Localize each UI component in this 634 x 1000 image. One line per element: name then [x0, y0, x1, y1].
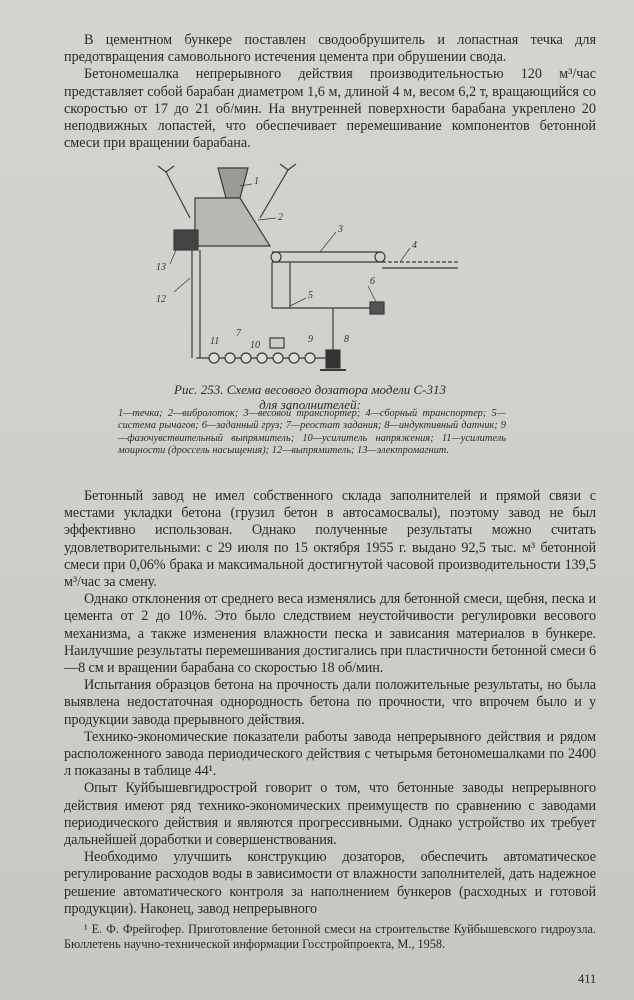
- inductive-sensor-part: [326, 350, 340, 368]
- body-paragraph-1: Бетонный завод не имел собственного склада заполнителей и прямой связи с местами укладки бетона (грузил бетон в автосамосвалы), поэтому завод не был эффективно использован. Однако полученные результаты можно считать удовлетворительными: с 29 июля по 15 октября 1955 г. выдано 92,5 тыс. м³ бетонной смеси при 0,06% брака и максимальной достигнутой часовой производительности 139,5 м³/час за смену.: [64, 488, 596, 591]
- intro-paragraph-2: Бетономешалка непрерывного действия производительностью 120 м³/час представляет собой барабан диаметром 1,6 м, длиной 4 м, весом 6,2 т, вращающийся со скоростью от 17 до 21 об/мин. На внутренней поверхности барабана укреплено 20 неподвижных лопастей, что обеспечивает перемешивание компонентов бетонной смеси при вращении барабана.: [64, 66, 596, 152]
- figure-label-7: 7: [236, 328, 241, 339]
- body-text: [64, 488, 596, 918]
- hook-left: [158, 166, 174, 172]
- figure-label-3: 3: [338, 224, 343, 235]
- caption-line-1: Рис. 253. Схема весового дозатора модели С-313: [174, 382, 446, 397]
- page-number: 411: [578, 972, 597, 986]
- figure-label-13: 13: [156, 262, 166, 273]
- body-paragraph-6: Необходимо улучшить конструкцию дозаторов, обеспечить автоматическое регулирование расходов воды в зависимости от влажности заполнителей, дать надежное решение автоматического контроля за наполнением бункеров (расходных и готовой продукции). Наконец, завод непрерывного: [64, 849, 596, 917]
- figure-legend: 1—течка; 2—вибролоток; 3—весовой транспортер; 4—сборный транспортер; 5—система рычагов; 6—заданный груз; 7—реостат задания; 8—индуктивный датчик; 9—фазочувствительный выпрямитель; 10—усилитель напряжения; 11—усилитель мощности (дроссель насыщения); 12—выпрямитель; 13—электромагнит.: [118, 408, 506, 457]
- figure-label-5: 5: [308, 290, 313, 301]
- rheostat-part: [270, 338, 284, 348]
- intro-paragraph-1: В цементном бункере поставлен сводообрушитель и лопастная течка для предотвращения самовольного истечения цемента при обрушении свода.: [64, 32, 596, 66]
- figure-label-9: 9: [308, 334, 313, 345]
- electromagnet-part: [174, 230, 198, 250]
- figure-label-4: 4: [412, 240, 417, 251]
- figure-label-6: 6: [370, 276, 375, 287]
- body-paragraph-4: Технико-экономические показатели работы завода непрерывного действия и рядом расположенного завода периодического действия с четырьмя бетономешалками по 2400 л показаны в таблице 44¹.: [64, 728, 596, 780]
- figure-label-10: 10: [250, 340, 260, 351]
- body-paragraph-3: Испытания образцов бетона на прочность дали положительные результаты, но была выявлена недостаточная однородность бетона по прочности, что впрочем было и у продукции завода прерывного действия.: [64, 677, 596, 728]
- chute-part: [218, 168, 248, 198]
- figure-label-8: 8: [344, 334, 349, 345]
- figure-label-12: 12: [156, 294, 166, 305]
- intro-text: [64, 32, 596, 152]
- vibro-tray-part: [195, 198, 270, 246]
- figure-label-11: 11: [210, 336, 220, 347]
- footnote: ¹ Е. Ф. Фрейгофер. Приготовление бетонной смеси на строительстве Куйбышевского гидроузла. Бюллетень научно-технической информации Госстройпроекта, М., 1958.: [64, 922, 596, 951]
- set-weight-part: [370, 302, 384, 314]
- body-paragraph-2: Однако отклонения от среднего веса изменялись для бетонной смеси, щебня, песка и цемента от 2 до 10%. Это было следствием неустойчивости регулировки весового механизма, а также изменения влажности песка и зависания материалов в бункере. Наилучшие результаты перемешивания достигались при пластичности бетонной смеси 6—8 см и вращении барабана со скоростью 18 об/мин.: [64, 591, 596, 677]
- dosing-scheme-figure: [140, 158, 460, 378]
- hook-right: [280, 164, 296, 170]
- body-paragraph-5: Опыт Куйбышевгидрострой говорит о том, что бетонные заводы непрерывного действия имеют ряд технико-экономических преимуществ по сравнению с заводами периодического действия и являются прогрессивными. Однако устройство их требует дальнейшей доработки и совершенствования.: [64, 780, 596, 849]
- figure-label-2: 2: [278, 212, 283, 223]
- figure-label-1: 1: [254, 176, 259, 187]
- caption-line-2: для заполнителей:: [259, 397, 361, 412]
